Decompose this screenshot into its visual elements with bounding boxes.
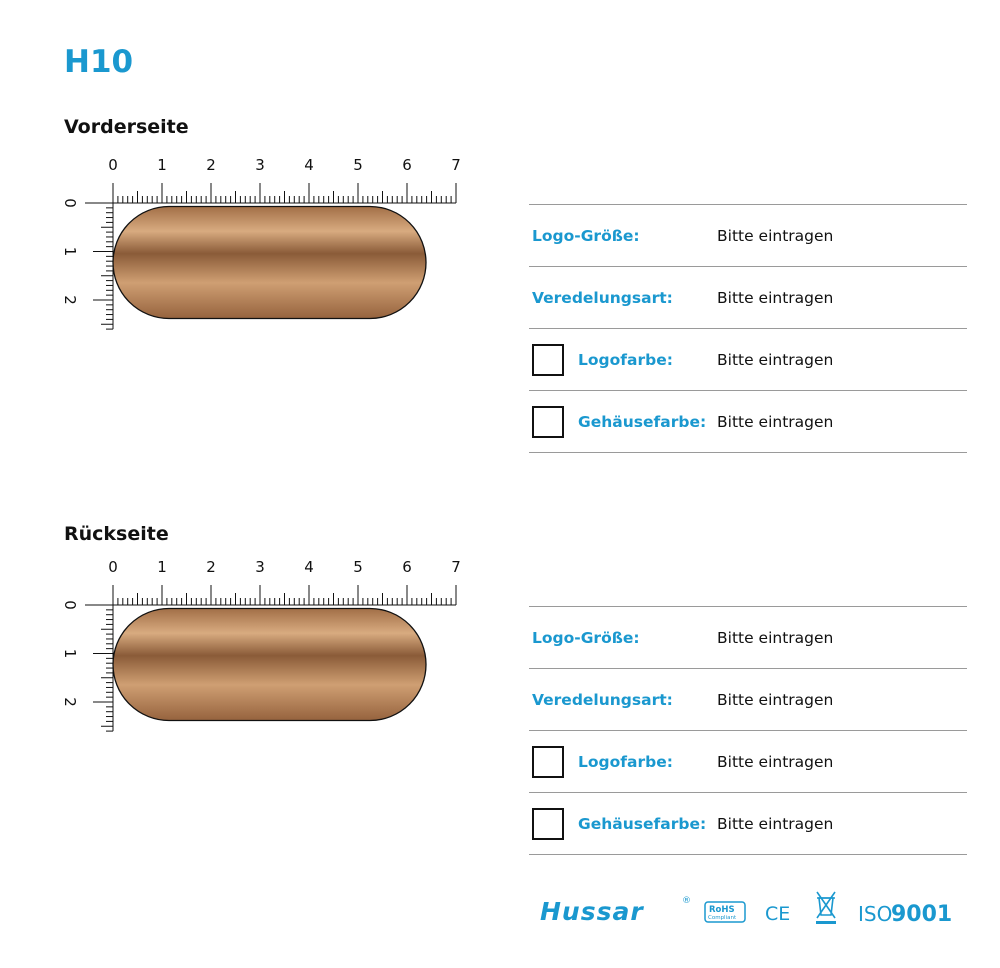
- svg-text:RoHS: RoHS: [709, 905, 735, 915]
- ruler-y-label: 2: [61, 295, 79, 305]
- svg-text:Compliant: Compliant: [708, 915, 737, 921]
- ruler-x-label: 4: [304, 558, 314, 576]
- case-color-label: Gehäusefarbe:: [578, 814, 707, 833]
- iso-number: 9001: [891, 902, 953, 927]
- logo-size-value[interactable]: Bitte eintragen: [717, 226, 834, 245]
- ruler-x-label: 2: [206, 156, 216, 174]
- front-case-color-row: [529, 391, 967, 453]
- ruler-x-label: 7: [451, 558, 461, 576]
- ruler-x-label: 3: [255, 558, 265, 576]
- ruler-x-label: 7: [451, 156, 461, 174]
- ruler-y-label: 0: [61, 600, 79, 610]
- case-color-label: Gehäusefarbe:: [578, 412, 707, 431]
- front-logo-color-row: [529, 329, 967, 391]
- registered-mark: ®: [682, 896, 691, 906]
- page-title: H10: [64, 44, 134, 80]
- hussar-logo: Hussar: [540, 897, 644, 926]
- logo-color-checkbox[interactable]: [532, 746, 564, 778]
- iso-prefix: ISO: [858, 902, 893, 926]
- front-ruler-diagram: [60, 150, 461, 332]
- ruler-x-label: 5: [353, 156, 363, 174]
- ruler-y-label: 0: [61, 198, 79, 208]
- ruler-y-label: 2: [61, 697, 79, 707]
- logo-size-label: Logo-Größe:: [532, 628, 640, 647]
- ruler-y-label: 1: [61, 246, 79, 257]
- case-color-checkbox[interactable]: [532, 406, 564, 438]
- logo-size-value[interactable]: Bitte eintragen: [717, 628, 834, 647]
- case-color-value[interactable]: Bitte eintragen: [717, 814, 834, 833]
- weee-bin-icon: [816, 892, 836, 924]
- finishing-type-label: Veredelungsart:: [532, 690, 673, 709]
- back-logo-size-row: [529, 607, 967, 669]
- ruler-x-label: 1: [157, 156, 167, 174]
- logo-color-checkbox[interactable]: [532, 344, 564, 376]
- ce-mark: CE: [765, 903, 791, 925]
- case-color-value[interactable]: Bitte eintragen: [717, 412, 834, 431]
- front-logo-size-row: [529, 205, 967, 267]
- ruler-x-label: 1: [157, 558, 167, 576]
- logo-size-label: Logo-Größe:: [532, 226, 640, 245]
- rohs-badge: [705, 902, 745, 922]
- ruler-y-label: 1: [61, 648, 79, 659]
- logo-color-value[interactable]: Bitte eintragen: [717, 752, 834, 771]
- back-ruler-diagram: [60, 552, 461, 734]
- certification-footer: [540, 884, 960, 934]
- back-side-heading: Rückseite: [64, 523, 169, 545]
- ruler-x-label: 6: [402, 156, 412, 174]
- back-logo-color-row: [529, 731, 967, 793]
- back-case-color-row: [529, 793, 967, 855]
- ruler-x-label: 3: [255, 156, 265, 174]
- front-product-shape: [113, 207, 426, 319]
- back-form: [529, 606, 967, 855]
- ruler-x-label: 0: [108, 558, 118, 576]
- logo-color-label: Logofarbe:: [578, 350, 673, 369]
- front-form: [529, 204, 967, 453]
- ruler-x-label: 4: [304, 156, 314, 174]
- case-color-checkbox[interactable]: [532, 808, 564, 840]
- finishing-type-value[interactable]: Bitte eintragen: [717, 690, 834, 709]
- ruler-x-label: 6: [402, 558, 412, 576]
- ruler-x-label: 0: [108, 156, 118, 174]
- ruler-x-label: 5: [353, 558, 363, 576]
- finishing-type-label: Veredelungsart:: [532, 288, 673, 307]
- back-finishing-row: [529, 669, 967, 731]
- ruler-x-label: 2: [206, 558, 216, 576]
- logo-color-label: Logofarbe:: [578, 752, 673, 771]
- front-side-heading: Vorderseite: [64, 116, 189, 138]
- back-product-shape: [113, 609, 426, 721]
- front-finishing-row: [529, 267, 967, 329]
- logo-color-value[interactable]: Bitte eintragen: [717, 350, 834, 369]
- finishing-type-value[interactable]: Bitte eintragen: [717, 288, 834, 307]
